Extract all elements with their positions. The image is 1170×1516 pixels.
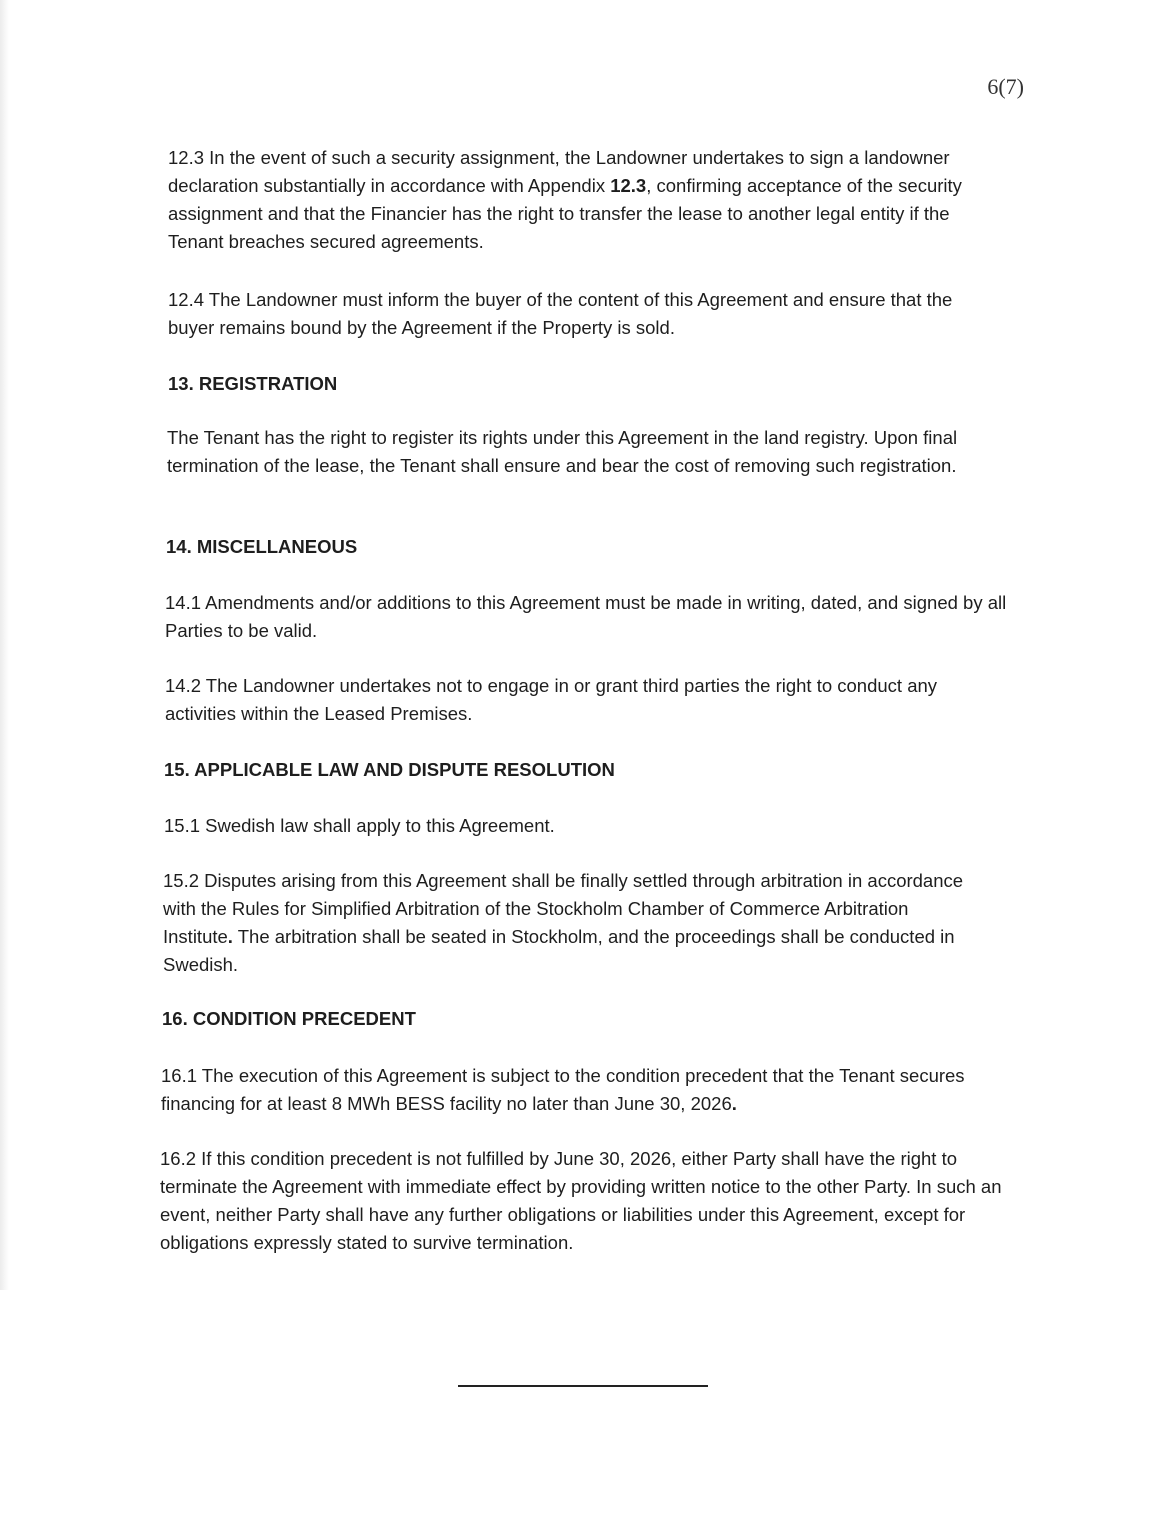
heading-14-miscellaneous: 14. MISCELLANEOUS — [166, 536, 358, 557]
paragraph-15-2-bold-period: . — [227, 926, 233, 947]
paragraph-14-1: 14.1 Amendments and/or additions to this Agreement must be made in writing, dated, and signed by all Parties to be valid. — [165, 592, 1007, 641]
paragraph-15-2-text-start: 15.2 Disputes arising from this Agreement shall be finally settled through arbitration in accordance with the Rules for Simplified Arbitration of the Stockholm Chamber of Commerce Arbitration Institute — [163, 870, 964, 947]
heading-15-applicable-law: 15. APPLICABLE LAW AND DISPUTE RESOLUTION — [164, 759, 615, 780]
paragraph-12-4: 12.4 The Landowner must inform the buyer of the content of this Agreement and ensure that the buyer remains bound by the Agreement if the Property is sold. — [168, 289, 953, 338]
paragraph-15-1: 15.1 Swedish law shall apply to this Agreement. — [164, 815, 555, 836]
paragraph-14-2: 14.2 The Landowner undertakes not to engage in or grant third parties the right to conduct any activities within the Leased Premises. — [165, 675, 938, 724]
paragraph-12-3-text-start: 12.3 In the event of such a security assignment, the Landowner undertakes to sign a landowner declaration substantially in accordance with Appendix — [168, 147, 950, 196]
paragraph-16-1 — [161, 1062, 1006, 1118]
page-number: 6(7) — [987, 74, 1024, 99]
paragraph-16-2: 16.2 If this condition precedent is not fulfilled by June 30, 2026, either Party shall have the right to terminate the Agreement with immediate effect by providing written notice to the other Party. In such an event, neither Party shall have any further obligations or liabilities under this Agreement, except for obligations expressly stated to survive termination. — [160, 1148, 1002, 1253]
paragraph-12-3-text-end: , confirming acceptance of the security assignment and that the Financier has the right to transfer the lease to another legal entity if the Tenant breaches secured agreements. — [168, 175, 962, 252]
heading-13-registration: 13. REGISTRATION — [168, 373, 338, 394]
end-of-text-rule — [458, 1385, 708, 1387]
paragraph-15-2-text-end: The arbitration shall be seated in Stockholm, and the proceedings shall be conducted in Swedish. — [163, 926, 955, 975]
heading-16-condition-precedent: 16. CONDITION PRECEDENT — [162, 1008, 416, 1029]
paragraph-15-2 — [163, 867, 971, 979]
paragraph-16-1-bold-period: . — [731, 1093, 737, 1114]
scan-edge-shadow — [0, 0, 9, 1290]
paragraph-12-3 — [168, 144, 990, 256]
appendix-reference: 12.3 — [610, 175, 647, 196]
paragraph-16-1-text: 16.1 The execution of this Agreement is subject to the condition precedent that the Tenant secures financing for at least 8 MWh BESS facility no later than June 30, 2026 — [161, 1065, 965, 1114]
paragraph-13: The Tenant has the right to register its rights under this Agreement in the land registry. Upon final termination of the lease, the Tenant shall ensure and bear the cost of removing such registration. — [167, 427, 958, 476]
